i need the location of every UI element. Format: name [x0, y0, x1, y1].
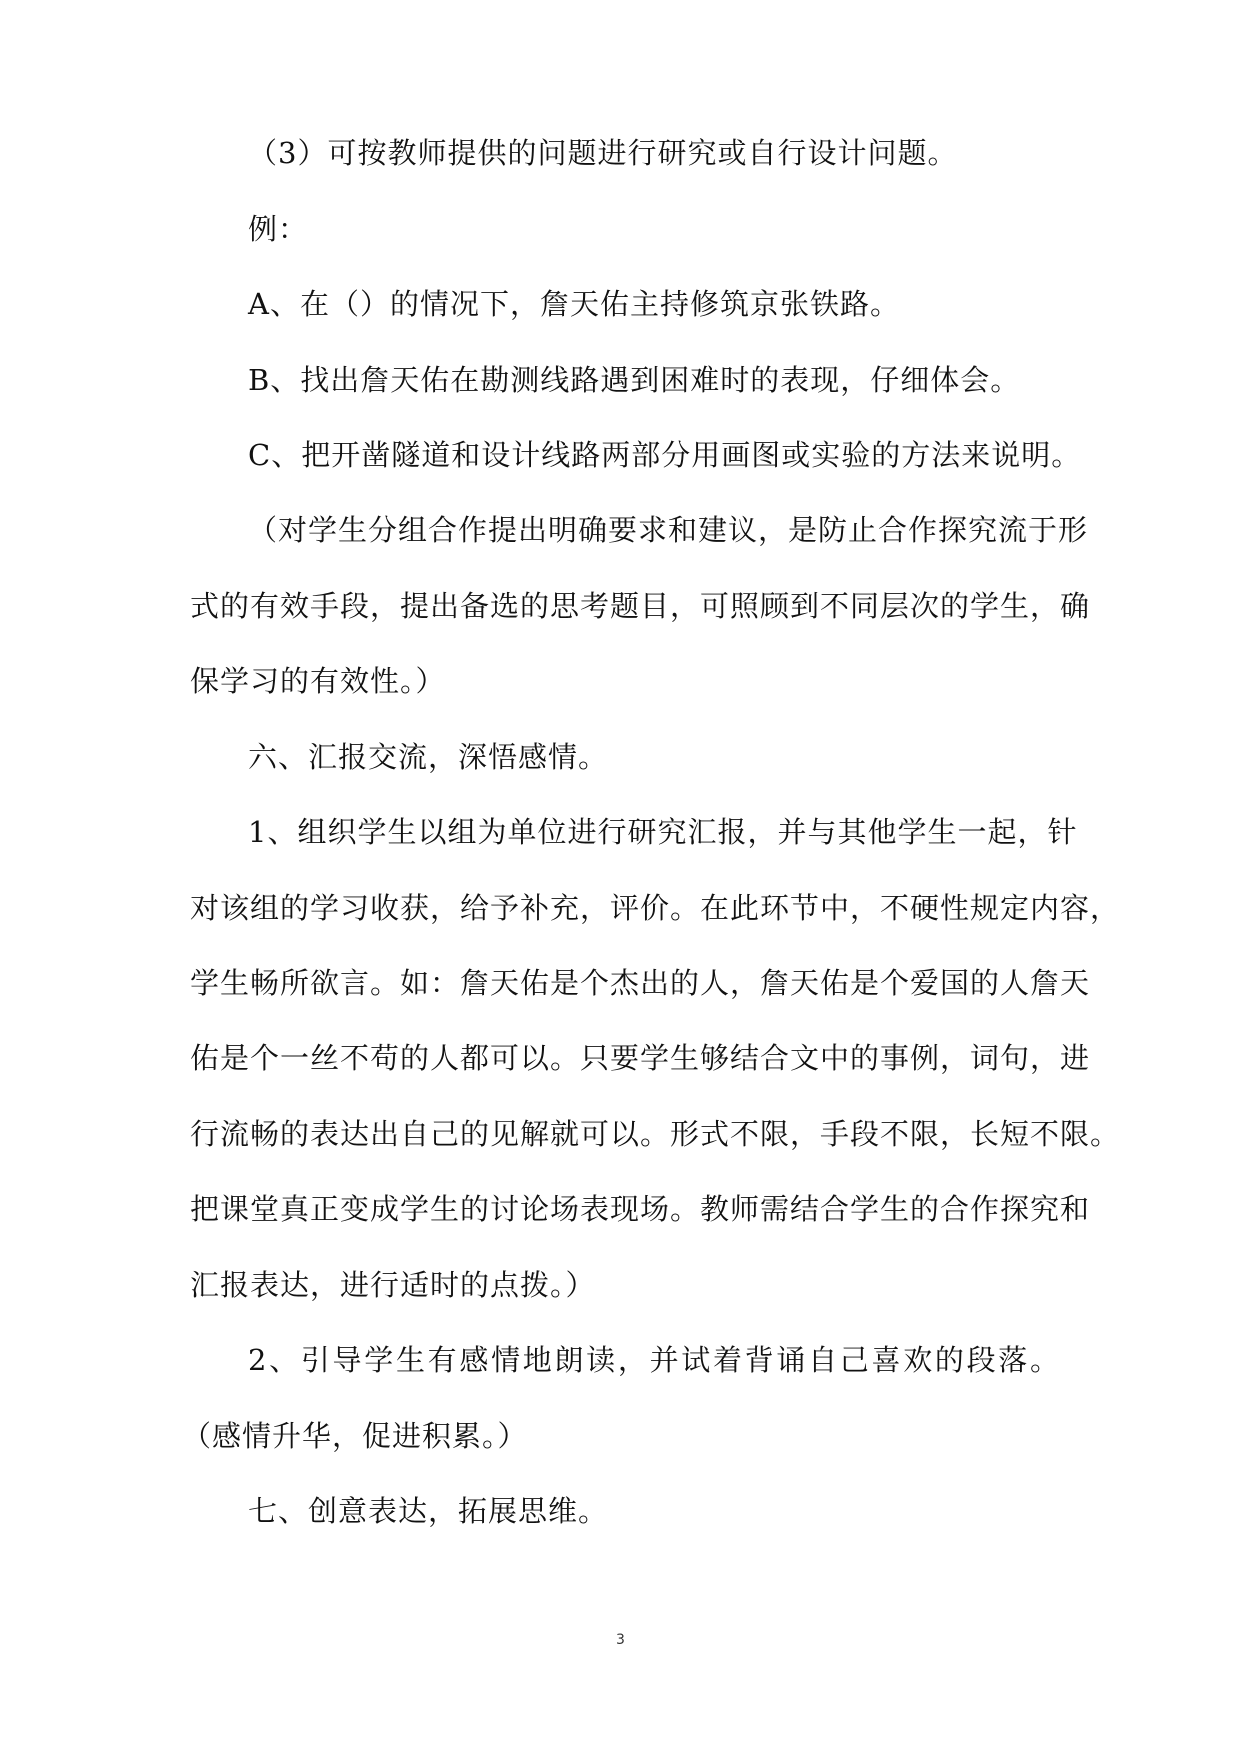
section-heading: 七、创意表达，拓展思维。	[248, 1494, 609, 1528]
paragraph-line: 例：	[248, 212, 309, 246]
page-number: 3	[616, 1632, 625, 1648]
paragraph-line: （对学生分组合作提出明确要求和建议，是防止合作探究流于形	[248, 513, 1089, 547]
paragraph-line: 对该组的学习收获，给予补充，评价。在此环节中，不硬性规定内容，	[190, 891, 1121, 925]
paragraph-line: 2、引导学生有感情地朗读，并试着背诵自己喜欢的段落。	[248, 1343, 1060, 1377]
paragraph-line: C、把开凿隧道和设计线路两部分用画图或实验的方法来说明。	[248, 438, 1082, 472]
paragraph-line: 行流畅的表达出自己的见解就可以。形式不限，手段不限，长短不限。	[190, 1117, 1121, 1151]
paragraph-line: （感情升华，促进积累。）	[182, 1419, 528, 1453]
paragraph-line: A、在（）的情况下，詹天佑主持修筑京张铁路。	[248, 287, 900, 321]
section-heading: 六、汇报交流，深悟感情。	[248, 740, 609, 774]
paragraph-line: （3）可按教师提供的问题进行研究或自行设计问题。	[248, 136, 958, 170]
paragraph-line: 佑是个一丝不苟的人都可以。只要学生够结合文中的事例，词句，进	[190, 1041, 1091, 1075]
paragraph-line: 保学习的有效性。）	[190, 664, 446, 698]
paragraph-line: 1、组织学生以组为单位进行研究汇报，并与其他学生一起，针	[248, 815, 1078, 849]
paragraph-line: 把课堂真正变成学生的讨论场表现场。教师需结合学生的合作探究和	[190, 1192, 1091, 1226]
paragraph-line: 学生畅所欲言。如：詹天佑是个杰出的人，詹天佑是个爱国的人詹天	[190, 966, 1091, 1000]
paragraph-line: B、找出詹天佑在勘测线路遇到困难时的表现，仔细体会。	[248, 363, 1021, 397]
paragraph-line: 汇报表达，进行适时的点拨。）	[190, 1268, 596, 1302]
paragraph-line: 式的有效手段，提出备选的思考题目，可照顾到不同层次的学生，确	[190, 589, 1091, 623]
